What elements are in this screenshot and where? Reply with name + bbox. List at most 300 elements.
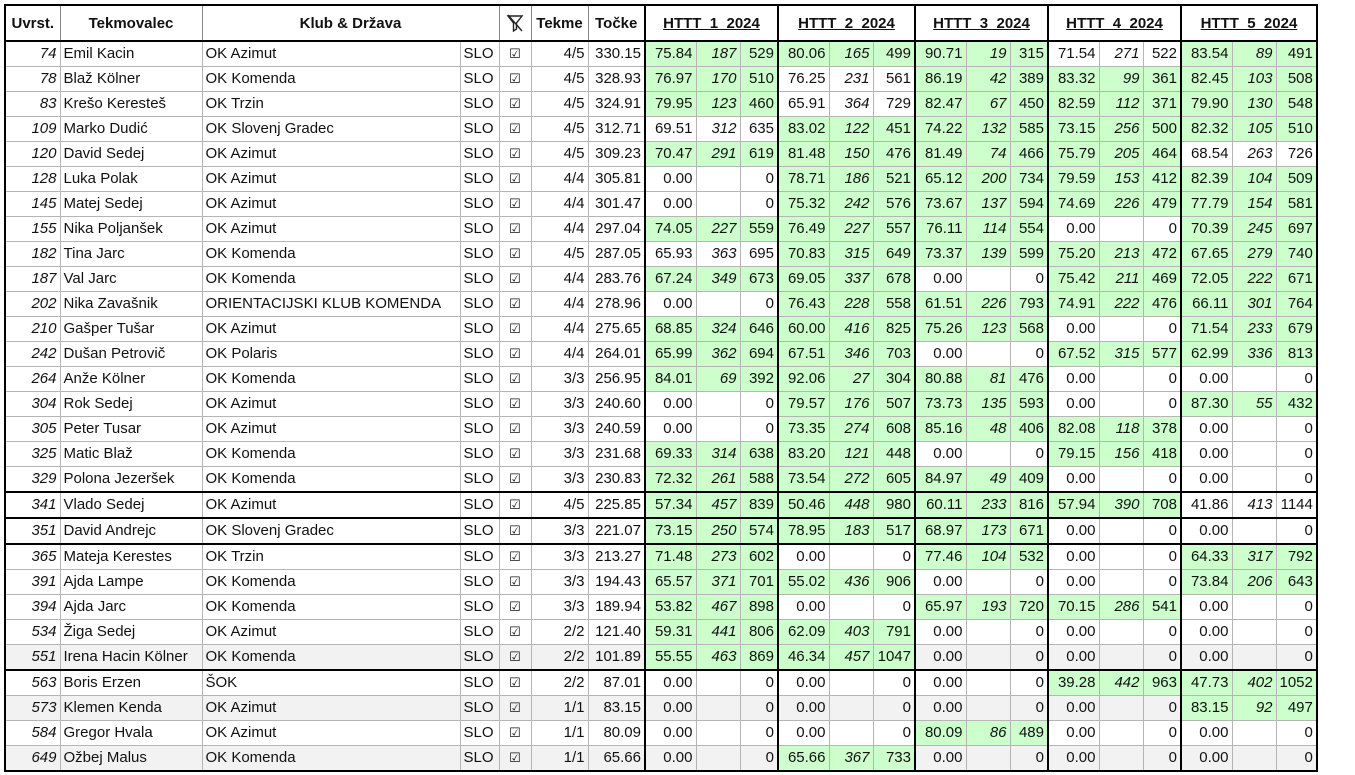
checkbox-icon[interactable]: ☑ <box>499 467 531 493</box>
competitor-name: Žiga Sedej <box>60 620 202 645</box>
event-score: 61.51 <box>915 292 966 317</box>
event-time: 0 <box>1276 518 1317 544</box>
event-position: 193 <box>966 595 1010 620</box>
event-score: 73.84 <box>1181 570 1232 595</box>
total-points: 65.66 <box>588 746 645 772</box>
event-time: 733 <box>873 746 915 772</box>
total-points: 101.89 <box>588 645 645 671</box>
country-code: SLO <box>460 442 499 467</box>
rank-cell: 78 <box>5 67 60 92</box>
event-score: 65.97 <box>915 595 966 620</box>
event-time: 0 <box>1010 696 1048 721</box>
event-time: 585 <box>1010 117 1048 142</box>
event-score: 0.00 <box>1048 620 1099 645</box>
event-position: 250 <box>696 518 740 544</box>
event-score: 73.35 <box>778 417 829 442</box>
header-name[interactable]: Tekmovalec <box>60 5 202 41</box>
checkbox-icon[interactable]: ☑ <box>499 518 531 544</box>
event-score: 80.88 <box>915 367 966 392</box>
checkbox-icon[interactable]: ☑ <box>499 192 531 217</box>
event-score: 74.69 <box>1048 192 1099 217</box>
event-time: 701 <box>740 570 778 595</box>
rank-cell: 109 <box>5 117 60 142</box>
event-time: 694 <box>740 342 778 367</box>
country-code: SLO <box>460 242 499 267</box>
header-rank[interactable]: Uvrst. <box>5 5 60 41</box>
event-score: 0.00 <box>1048 570 1099 595</box>
event-time: 0 <box>1276 620 1317 645</box>
checkbox-icon[interactable]: ☑ <box>499 442 531 467</box>
competitor-name: Blaž Kölner <box>60 67 202 92</box>
event-score: 0.00 <box>1048 518 1099 544</box>
competitor-name: Dušan Petrovič <box>60 342 202 367</box>
rank-cell: 202 <box>5 292 60 317</box>
total-points: 305.81 <box>588 167 645 192</box>
event-time: 678 <box>873 267 915 292</box>
header-club[interactable]: Klub & Država <box>202 5 499 41</box>
event-position <box>1099 645 1143 671</box>
event-score: 0.00 <box>1181 595 1232 620</box>
rank-cell: 584 <box>5 721 60 746</box>
checkbox-icon[interactable]: ☑ <box>499 267 531 292</box>
club-name: OK Komenda <box>202 267 460 292</box>
event-time: 0 <box>1143 645 1181 671</box>
event-position: 213 <box>1099 242 1143 267</box>
event-time: 0 <box>1276 721 1317 746</box>
event-time: 541 <box>1143 595 1181 620</box>
event-time: 0 <box>1143 317 1181 342</box>
event-score: 0.00 <box>1048 367 1099 392</box>
races-count: 4/5 <box>531 492 588 518</box>
event-score: 0.00 <box>1048 467 1099 493</box>
event-position <box>1232 620 1276 645</box>
club-name: OK Azimut <box>202 192 460 217</box>
event-time: 0 <box>1276 746 1317 772</box>
event-score: 79.57 <box>778 392 829 417</box>
header-row <box>5 5 1317 41</box>
event-position <box>1099 746 1143 772</box>
races-count: 4/5 <box>531 92 588 117</box>
checkbox-icon[interactable]: ☑ <box>499 670 531 696</box>
checkbox-icon[interactable]: ☑ <box>499 492 531 518</box>
header-races[interactable]: Tekme <box>531 5 588 41</box>
event-position <box>696 167 740 192</box>
event-time: 304 <box>873 367 915 392</box>
event-position: 123 <box>696 92 740 117</box>
header-event-4[interactable]: HTTT_4_2024 <box>1048 5 1181 41</box>
competitor-name: Anže Kölner <box>60 367 202 392</box>
checkbox-icon[interactable]: ☑ <box>499 570 531 595</box>
competitor-name: David Sedej <box>60 142 202 167</box>
table-row <box>5 267 1317 292</box>
event-time: 740 <box>1276 242 1317 267</box>
checkbox-icon[interactable]: ☑ <box>499 367 531 392</box>
event-score: 73.15 <box>645 518 696 544</box>
event-time: 0 <box>1010 267 1048 292</box>
event-time: 793 <box>1010 292 1048 317</box>
country-code: SLO <box>460 367 499 392</box>
checkbox-icon[interactable]: ☑ <box>499 242 531 267</box>
checkbox-icon[interactable]: ☑ <box>499 746 531 772</box>
country-code: SLO <box>460 518 499 544</box>
event-score: 0.00 <box>915 620 966 645</box>
event-position: 227 <box>696 217 740 242</box>
event-time: 0 <box>1143 570 1181 595</box>
rank-cell: 264 <box>5 367 60 392</box>
event-position: 150 <box>829 142 873 167</box>
checkbox-icon[interactable]: ☑ <box>499 67 531 92</box>
event-time: 557 <box>873 217 915 242</box>
checkbox-icon[interactable]: ☑ <box>499 696 531 721</box>
event-score: 76.11 <box>915 217 966 242</box>
country-code: SLO <box>460 595 499 620</box>
rank-cell: 649 <box>5 746 60 772</box>
event-position <box>829 696 873 721</box>
country-code: SLO <box>460 670 499 696</box>
event-time: 643 <box>1276 570 1317 595</box>
event-position <box>1099 696 1143 721</box>
country-code: SLO <box>460 267 499 292</box>
checkbox-icon[interactable]: ☑ <box>499 317 531 342</box>
total-points: 83.15 <box>588 696 645 721</box>
event-time: 507 <box>873 392 915 417</box>
event-score: 39.28 <box>1048 670 1099 696</box>
event-position <box>1232 595 1276 620</box>
event-time: 703 <box>873 342 915 367</box>
total-points: 278.96 <box>588 292 645 317</box>
event-position <box>696 417 740 442</box>
event-time: 0 <box>740 670 778 696</box>
event-time: 720 <box>1010 595 1048 620</box>
rank-cell: 74 <box>5 41 60 67</box>
event-position <box>696 292 740 317</box>
event-time: 0 <box>1276 442 1317 467</box>
event-time: 0 <box>1143 467 1181 493</box>
competitor-name: Nika Poljanšek <box>60 217 202 242</box>
event-score: 0.00 <box>778 721 829 746</box>
event-position: 363 <box>696 242 740 267</box>
races-count: 4/5 <box>531 242 588 267</box>
event-score: 65.57 <box>645 570 696 595</box>
event-score: 84.01 <box>645 367 696 392</box>
event-position: 416 <box>829 317 873 342</box>
rank-cell: 534 <box>5 620 60 645</box>
event-score: 68.97 <box>915 518 966 544</box>
event-time: 418 <box>1143 442 1181 467</box>
country-code: SLO <box>460 492 499 518</box>
event-time: 646 <box>740 317 778 342</box>
event-score: 78.71 <box>778 167 829 192</box>
rank-cell: 351 <box>5 518 60 544</box>
table-row <box>5 417 1317 442</box>
event-time: 0 <box>740 721 778 746</box>
country-code: SLO <box>460 696 499 721</box>
table-row <box>5 492 1317 518</box>
total-points: 256.95 <box>588 367 645 392</box>
event-position: 206 <box>1232 570 1276 595</box>
races-count: 1/1 <box>531 746 588 772</box>
event-position <box>1232 746 1276 772</box>
event-time: 695 <box>740 242 778 267</box>
event-time: 816 <box>1010 492 1048 518</box>
event-score: 83.32 <box>1048 67 1099 92</box>
competitor-name: Matej Sedej <box>60 192 202 217</box>
races-count: 3/3 <box>531 417 588 442</box>
event-time: 0 <box>873 544 915 570</box>
event-time: 0 <box>1010 670 1048 696</box>
event-time: 0 <box>873 670 915 696</box>
event-time: 0 <box>1276 595 1317 620</box>
event-time: 0 <box>873 721 915 746</box>
event-score: 0.00 <box>1181 620 1232 645</box>
checkbox-icon[interactable]: ☑ <box>499 217 531 242</box>
event-position <box>966 620 1010 645</box>
checkbox-icon[interactable]: ☑ <box>499 721 531 746</box>
table-row <box>5 544 1317 570</box>
event-time: 521 <box>873 167 915 192</box>
header-event-5[interactable]: HTTT_5_2024 <box>1181 5 1317 41</box>
event-score: 0.00 <box>645 292 696 317</box>
event-time: 671 <box>1276 267 1317 292</box>
rank-cell: 365 <box>5 544 60 570</box>
competitor-name: Tina Jarc <box>60 242 202 267</box>
event-position: 69 <box>696 367 740 392</box>
event-score: 70.39 <box>1181 217 1232 242</box>
event-score: 73.54 <box>778 467 829 493</box>
event-position: 349 <box>696 267 740 292</box>
event-score: 74.05 <box>645 217 696 242</box>
event-position: 272 <box>829 467 873 493</box>
event-position: 156 <box>1099 442 1143 467</box>
event-time: 392 <box>740 367 778 392</box>
checkbox-icon[interactable]: ☑ <box>499 342 531 367</box>
event-score: 62.09 <box>778 620 829 645</box>
event-time: 510 <box>1276 117 1317 142</box>
table-row <box>5 317 1317 342</box>
event-time: 497 <box>1276 696 1317 721</box>
event-position: 19 <box>966 41 1010 67</box>
event-position: 245 <box>1232 217 1276 242</box>
event-score: 72.32 <box>645 467 696 493</box>
checkbox-icon[interactable]: ☑ <box>499 117 531 142</box>
club-name: OK Trzin <box>202 544 460 570</box>
checkbox-icon[interactable]: ☑ <box>499 620 531 645</box>
event-score: 70.83 <box>778 242 829 267</box>
event-score: 0.00 <box>1181 367 1232 392</box>
event-score: 82.45 <box>1181 67 1232 92</box>
event-time: 671 <box>1010 518 1048 544</box>
club-name: OK Azimut <box>202 142 460 167</box>
total-points: 230.83 <box>588 467 645 493</box>
event-score: 0.00 <box>1181 645 1232 671</box>
event-position: 49 <box>966 467 1010 493</box>
event-score: 0.00 <box>1181 721 1232 746</box>
competitor-name: Peter Tusar <box>60 417 202 442</box>
event-position: 132 <box>966 117 1010 142</box>
event-position: 364 <box>829 92 873 117</box>
country-code: SLO <box>460 67 499 92</box>
event-position: 226 <box>1099 192 1143 217</box>
table-row <box>5 518 1317 544</box>
total-points: 225.85 <box>588 492 645 518</box>
event-score: 41.86 <box>1181 492 1232 518</box>
rank-cell: 182 <box>5 242 60 267</box>
races-count: 1/1 <box>531 696 588 721</box>
races-count: 3/3 <box>531 467 588 493</box>
total-points: 231.68 <box>588 442 645 467</box>
event-time: 508 <box>1276 67 1317 92</box>
event-position: 402 <box>1232 670 1276 696</box>
total-points: 80.09 <box>588 721 645 746</box>
competitor-name: Polona Jezeršek <box>60 467 202 493</box>
event-time: 0 <box>1010 746 1048 772</box>
rank-cell: 83 <box>5 92 60 117</box>
event-score: 76.43 <box>778 292 829 317</box>
checkbox-icon[interactable]: ☑ <box>499 292 531 317</box>
event-position: 337 <box>829 267 873 292</box>
event-time: 980 <box>873 492 915 518</box>
club-name: OK Azimut <box>202 721 460 746</box>
event-score: 0.00 <box>778 670 829 696</box>
event-time: 729 <box>873 92 915 117</box>
event-time: 963 <box>1143 670 1181 696</box>
event-position: 81 <box>966 367 1010 392</box>
competitor-name: Ajda Jarc <box>60 595 202 620</box>
checkbox-icon[interactable]: ☑ <box>499 595 531 620</box>
event-time: 0 <box>1010 645 1048 671</box>
races-count: 2/2 <box>531 620 588 645</box>
event-time: 489 <box>1010 721 1048 746</box>
event-position <box>966 696 1010 721</box>
header-points[interactable]: Točke <box>588 5 645 41</box>
event-score: 83.20 <box>778 442 829 467</box>
event-position: 105 <box>1232 117 1276 142</box>
club-name: OK Komenda <box>202 367 460 392</box>
event-score: 0.00 <box>915 570 966 595</box>
event-score: 74.91 <box>1048 292 1099 317</box>
event-position: 176 <box>829 392 873 417</box>
event-score: 82.47 <box>915 92 966 117</box>
table-row <box>5 117 1317 142</box>
event-time: 476 <box>1143 292 1181 317</box>
checkbox-icon[interactable]: ☑ <box>499 41 531 67</box>
event-score: 73.67 <box>915 192 966 217</box>
header-event-1[interactable]: HTTT_1_2024 <box>645 5 778 41</box>
event-time: 0 <box>740 417 778 442</box>
event-position: 42 <box>966 67 1010 92</box>
event-score: 65.66 <box>778 746 829 772</box>
event-score: 71.54 <box>1181 317 1232 342</box>
event-position: 261 <box>696 467 740 493</box>
club-name: OK Azimut <box>202 620 460 645</box>
event-time: 315 <box>1010 41 1048 67</box>
event-score: 82.08 <box>1048 417 1099 442</box>
event-position: 279 <box>1232 242 1276 267</box>
competitor-name: Emil Kacin <box>60 41 202 67</box>
table-row <box>5 142 1317 167</box>
checkbox-icon[interactable]: ☑ <box>499 167 531 192</box>
event-score: 0.00 <box>645 696 696 721</box>
checkbox-icon[interactable]: ☑ <box>499 417 531 442</box>
event-position: 103 <box>1232 67 1276 92</box>
event-position <box>1099 721 1143 746</box>
event-time: 0 <box>740 392 778 417</box>
table-row <box>5 620 1317 645</box>
event-score: 76.97 <box>645 67 696 92</box>
event-time: 412 <box>1143 167 1181 192</box>
races-count: 4/4 <box>531 217 588 242</box>
event-time: 0 <box>1276 417 1317 442</box>
event-score: 82.32 <box>1181 117 1232 142</box>
checkbox-icon[interactable]: ☑ <box>499 92 531 117</box>
checkbox-icon[interactable]: ☑ <box>499 544 531 570</box>
competitor-name: Ajda Lampe <box>60 570 202 595</box>
event-score: 57.94 <box>1048 492 1099 518</box>
event-position: 118 <box>1099 417 1143 442</box>
event-position: 362 <box>696 342 740 367</box>
event-score: 57.34 <box>645 492 696 518</box>
event-position: 467 <box>696 595 740 620</box>
checkbox-icon[interactable]: ☑ <box>499 142 531 167</box>
event-time: 548 <box>1276 92 1317 117</box>
event-position <box>966 645 1010 671</box>
event-time: 0 <box>1143 721 1181 746</box>
table-row <box>5 467 1317 493</box>
rank-cell: 304 <box>5 392 60 417</box>
event-time: 679 <box>1276 317 1317 342</box>
event-time: 0 <box>1143 620 1181 645</box>
event-position: 186 <box>829 167 873 192</box>
table-row <box>5 670 1317 696</box>
event-time: 0 <box>1276 467 1317 493</box>
table-row <box>5 696 1317 721</box>
event-position <box>1232 442 1276 467</box>
event-time: 0 <box>740 167 778 192</box>
checkbox-icon[interactable]: ☑ <box>499 645 531 671</box>
event-position: 104 <box>966 544 1010 570</box>
rank-cell: 394 <box>5 595 60 620</box>
races-count: 3/3 <box>531 595 588 620</box>
event-time: 0 <box>740 192 778 217</box>
races-count: 4/4 <box>531 292 588 317</box>
country-code: SLO <box>460 117 499 142</box>
event-time: 476 <box>1010 367 1048 392</box>
event-score: 83.54 <box>1181 41 1232 67</box>
event-time: 0 <box>1276 367 1317 392</box>
event-time: 361 <box>1143 67 1181 92</box>
total-points: 87.01 <box>588 670 645 696</box>
event-position <box>696 721 740 746</box>
event-time: 608 <box>873 417 915 442</box>
club-name: OK Azimut <box>202 392 460 417</box>
event-score: 47.73 <box>1181 670 1232 696</box>
event-time: 635 <box>740 117 778 142</box>
event-time: 469 <box>1143 267 1181 292</box>
event-score: 0.00 <box>645 167 696 192</box>
event-score: 65.93 <box>645 242 696 267</box>
table-row <box>5 721 1317 746</box>
event-score: 75.79 <box>1048 142 1099 167</box>
event-time: 529 <box>740 41 778 67</box>
event-position: 67 <box>966 92 1010 117</box>
filter-off-icon[interactable] <box>499 5 531 41</box>
header-event-3[interactable]: HTTT_3_2024 <box>915 5 1048 41</box>
event-time: 1047 <box>873 645 915 671</box>
checkbox-icon[interactable]: ☑ <box>499 392 531 417</box>
header-event-2[interactable]: HTTT_2_2024 <box>778 5 915 41</box>
club-name: OK Komenda <box>202 595 460 620</box>
event-position: 154 <box>1232 192 1276 217</box>
